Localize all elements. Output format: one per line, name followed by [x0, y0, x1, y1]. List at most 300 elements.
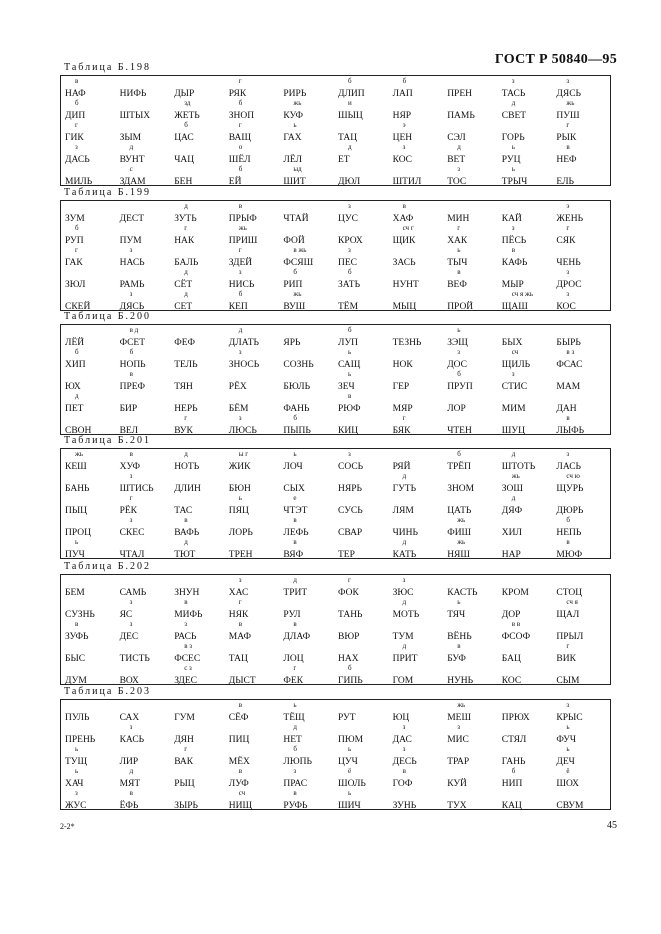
word-cell	[443, 79, 498, 100]
word-text: БЯК	[392, 426, 411, 436]
word-cell	[61, 226, 116, 247]
word-cell	[389, 248, 444, 269]
phoneme-mark: з	[238, 348, 242, 356]
word-cell	[170, 350, 225, 371]
phoneme-mark: з	[566, 290, 570, 298]
table-row	[61, 204, 610, 225]
word-cell	[389, 540, 444, 561]
word-cell	[61, 474, 116, 495]
word-cell	[170, 270, 225, 291]
word-cell	[279, 496, 334, 517]
word-text: САЩ	[338, 360, 361, 370]
word-text: НЕТ	[283, 735, 302, 745]
word-text: ШОЛЬ	[338, 779, 366, 789]
word-cell	[61, 791, 116, 812]
word-cell	[170, 496, 225, 517]
word-cell	[170, 769, 225, 790]
word-cell	[498, 350, 553, 371]
phoneme-mark: з	[511, 224, 515, 232]
phoneme-mark: з	[238, 414, 242, 422]
word-cell	[389, 769, 444, 790]
word-text: МЫЦ	[392, 302, 417, 312]
word-cell	[61, 123, 116, 144]
word-cell	[552, 578, 607, 599]
word-cell	[389, 703, 444, 724]
word-text: ДРОС	[556, 280, 582, 290]
word-text: ХАК	[447, 236, 468, 246]
word-text: РУЛ	[283, 610, 301, 620]
phoneme-mark: б	[457, 450, 461, 458]
phoneme-mark: з	[184, 620, 187, 628]
phoneme-mark: з	[457, 348, 460, 356]
word-text: РУП	[65, 236, 84, 246]
table-row	[61, 791, 610, 812]
standard-header: ГОСТ Р 50840—95	[494, 52, 617, 67]
word-cell	[225, 496, 280, 517]
word-text: БЫС	[65, 654, 86, 664]
word-text: ВЯФ	[283, 550, 304, 560]
phoneme-mark: е	[293, 494, 297, 502]
word-text: СКЕС	[119, 528, 145, 538]
word-cell	[552, 791, 607, 812]
phoneme-mark: з	[348, 450, 351, 458]
word-text: НУНЬ	[447, 676, 474, 686]
word-cell	[225, 79, 280, 100]
word-cell	[552, 769, 607, 790]
phoneme-mark: ь	[348, 745, 352, 753]
phoneme-mark: ё	[566, 767, 570, 775]
word-text: КАСТЬ	[447, 588, 478, 598]
word-text: ЗНОП	[228, 111, 255, 121]
word-cell	[61, 416, 116, 437]
word-cell	[443, 474, 498, 495]
table-row	[61, 167, 610, 188]
word-text: ШУЦ	[501, 426, 525, 436]
phoneme-mark: жь	[293, 99, 302, 107]
word-text: ЗЮС	[392, 588, 414, 598]
word-cell	[389, 747, 444, 768]
word-text: ТАЦ	[228, 654, 248, 664]
word-cell	[279, 248, 334, 269]
phoneme-mark: з	[129, 472, 133, 480]
word-text: КАСЬ	[119, 735, 145, 745]
word-text: ДЯСЬ	[119, 302, 145, 312]
word-cell	[170, 101, 225, 122]
word-text: ВУШ	[283, 302, 306, 312]
word-cell	[279, 394, 334, 415]
phoneme-mark: э	[566, 202, 570, 210]
word-text: КАФЬ	[501, 258, 528, 268]
word-text: НОК	[392, 360, 413, 370]
word-cell	[116, 292, 171, 313]
word-text: ПЮМ	[338, 735, 364, 745]
phoneme-mark: ь	[75, 745, 79, 753]
word-cell	[389, 644, 444, 665]
word-text: ДЯН	[174, 735, 194, 745]
word-cell	[170, 725, 225, 746]
word-cell	[116, 703, 171, 724]
word-cell	[116, 518, 171, 539]
table-row	[61, 747, 610, 768]
word-text: ФОК	[338, 588, 359, 598]
word-cell	[552, 644, 607, 665]
word-text: СОЗНЬ	[283, 360, 314, 370]
word-text: НУНТ	[392, 280, 419, 290]
word-text: ЩИК	[392, 236, 416, 246]
word-text: ЩУРЬ	[556, 484, 584, 494]
word-cell	[170, 666, 225, 687]
phoneme-mark: д	[511, 450, 516, 458]
phoneme-mark: г	[402, 414, 406, 422]
word-cell	[279, 372, 334, 393]
word-text: КРЫС	[556, 713, 583, 723]
word-cell	[225, 518, 280, 539]
word-text: ЛАСЬ	[556, 462, 582, 472]
word-cell	[334, 372, 389, 393]
word-text: ФИШ	[447, 528, 472, 538]
word-cell	[61, 622, 116, 643]
word-cell	[116, 328, 171, 349]
phoneme-mark: ь	[348, 370, 352, 378]
word-cell	[389, 452, 444, 473]
word-cell	[498, 452, 553, 473]
word-cell	[61, 644, 116, 665]
word-text: КАЦ	[501, 801, 522, 811]
word-text: ШТИЛ	[392, 177, 422, 187]
phoneme-mark: д	[457, 143, 461, 151]
phoneme-mark: д	[184, 450, 188, 458]
word-cell	[498, 416, 553, 437]
phoneme-mark: д	[402, 598, 407, 606]
word-text: ДОС	[447, 360, 467, 370]
word-text: СТИС	[501, 382, 528, 392]
word-text: БИР	[119, 404, 138, 414]
word-cell	[225, 372, 280, 393]
word-text: РЯЙ	[392, 462, 411, 472]
word-cell	[61, 540, 116, 561]
word-text: ГОМ	[392, 676, 414, 686]
footer-mark: 2-2*	[60, 822, 75, 831]
phoneme-mark: ь	[348, 789, 352, 797]
word-text: ТИСТЬ	[119, 654, 150, 664]
word-cell	[61, 204, 116, 225]
phoneme-mark: з	[129, 246, 133, 254]
word-text: ЧТЭТ	[283, 506, 308, 516]
word-text: ЗУТЬ	[174, 214, 197, 224]
word-text: БЁМ	[228, 404, 249, 414]
word-text: ЕЙ	[228, 177, 242, 187]
word-cell	[498, 747, 553, 768]
phoneme-mark: в	[566, 538, 570, 546]
word-text: НЯШ	[447, 550, 470, 560]
word-text: ЖЕНЬ	[556, 214, 584, 224]
word-cell	[498, 644, 553, 665]
word-cell	[116, 578, 171, 599]
word-text: НЕФ	[556, 155, 577, 165]
word-text: ГОФ	[392, 779, 413, 789]
word-text: НАХ	[338, 654, 359, 664]
word-cell	[552, 204, 607, 225]
phoneme-mark: в	[402, 202, 406, 210]
word-text: ПРЫЛ	[556, 632, 584, 642]
word-text: ПРОЙ	[447, 302, 474, 312]
word-cell	[389, 204, 444, 225]
word-cell	[334, 167, 389, 188]
word-text: КРОХ	[338, 236, 363, 246]
word-text: СТОЦ	[556, 588, 583, 598]
word-cell	[443, 101, 498, 122]
word-text: ТЕЛЬ	[174, 360, 198, 370]
word-cell	[116, 791, 171, 812]
word-table	[60, 75, 611, 186]
phoneme-mark: жь	[238, 224, 247, 232]
word-text: ТРЁП	[447, 462, 471, 472]
phoneme-mark: жь	[566, 99, 575, 107]
word-text: НЯК	[228, 610, 249, 620]
word-text: РУФЬ	[283, 801, 308, 811]
word-cell	[552, 666, 607, 687]
word-cell	[443, 540, 498, 561]
table-row	[61, 644, 610, 665]
phoneme-mark: д	[129, 767, 134, 775]
word-text: МИС	[447, 735, 469, 745]
word-cell	[552, 600, 607, 621]
word-cell	[498, 540, 553, 561]
word-cell	[498, 703, 553, 724]
word-text: ШИЧ	[338, 801, 361, 811]
phoneme-mark: жь	[457, 701, 466, 709]
phoneme-mark: жь	[293, 290, 302, 298]
phoneme-mark: з	[402, 723, 406, 731]
word-text: ЗУФЬ	[65, 632, 89, 642]
phoneme-mark: д	[293, 576, 297, 584]
phoneme-mark: з	[402, 143, 406, 151]
word-cell	[279, 123, 334, 144]
phoneme-mark: в	[129, 789, 133, 797]
word-text: ПИЦ	[228, 735, 250, 745]
word-text: МАМ	[556, 382, 581, 392]
word-cell	[334, 248, 389, 269]
table-row	[61, 350, 610, 371]
phoneme-mark: з	[293, 767, 297, 775]
word-text: ЛОРЬ	[228, 528, 253, 538]
word-cell	[552, 474, 607, 495]
word-cell	[334, 145, 389, 166]
phoneme-mark: б	[129, 348, 134, 356]
word-text: ПАМЬ	[447, 111, 475, 121]
word-cell	[552, 292, 607, 313]
word-text: ПУЧ	[65, 550, 85, 560]
word-text: ЕТ	[338, 155, 350, 165]
word-cell	[498, 666, 553, 687]
word-cell	[279, 328, 334, 349]
word-cell	[61, 292, 116, 313]
phoneme-mark: жь	[457, 516, 466, 524]
word-cell	[279, 725, 334, 746]
phoneme-mark: г	[566, 642, 570, 650]
phoneme-mark: в	[238, 767, 243, 775]
phoneme-mark: в жь	[293, 246, 307, 254]
word-cell	[334, 644, 389, 665]
word-cell	[116, 452, 171, 473]
word-text: СЁТ	[174, 280, 193, 290]
word-cell	[170, 578, 225, 599]
word-text: ХАС	[228, 588, 249, 598]
word-cell	[116, 270, 171, 291]
word-text: КЕШ	[65, 462, 87, 472]
word-cell	[552, 145, 607, 166]
word-text: НИСЬ	[228, 280, 255, 290]
phoneme-mark: б	[511, 767, 516, 775]
word-cell	[498, 123, 553, 144]
word-text: ТЯН	[174, 382, 193, 392]
word-cell	[61, 350, 116, 371]
word-cell	[116, 350, 171, 371]
word-cell	[225, 123, 280, 144]
word-cell	[225, 204, 280, 225]
word-cell	[389, 167, 444, 188]
word-cell	[334, 292, 389, 313]
phoneme-mark: д	[129, 143, 134, 151]
phoneme-mark: о	[238, 143, 243, 151]
word-text: ЦАС	[174, 133, 194, 143]
word-cell	[61, 518, 116, 539]
word-text: ЛЁЛ	[283, 155, 303, 165]
word-text: ЗЫМ	[119, 133, 142, 143]
table-caption: Таблица Б.201	[64, 435, 152, 446]
table-row	[61, 600, 610, 621]
phoneme-mark: д	[238, 326, 243, 334]
word-text: НИЩ	[228, 801, 253, 811]
word-cell	[279, 167, 334, 188]
word-cell	[170, 644, 225, 665]
word-text: РУТ	[338, 713, 356, 723]
word-cell	[443, 666, 498, 687]
word-text: ЖИК	[228, 462, 251, 472]
word-text: КИЦ	[338, 426, 359, 436]
word-text: ЯРЬ	[283, 338, 301, 348]
word-cell	[443, 204, 498, 225]
word-text: ДЮЛ	[338, 177, 361, 187]
phoneme-mark: в	[238, 701, 243, 709]
table-row	[61, 666, 610, 687]
phoneme-mark: сч ю	[566, 472, 580, 480]
word-text: ЗЫРЬ	[174, 801, 198, 811]
word-text: ЛЕФЬ	[283, 528, 309, 538]
word-text: РИП	[283, 280, 303, 290]
word-text: ЛОЦ	[283, 654, 304, 664]
word-cell	[498, 394, 553, 415]
phoneme-mark: з	[129, 723, 133, 731]
word-text: НЕПЬ	[556, 528, 582, 538]
word-text: ЧТЕН	[447, 426, 472, 436]
phoneme-mark: г	[238, 246, 242, 254]
word-cell	[334, 791, 389, 812]
table-row	[61, 622, 610, 643]
word-text: ТАС	[174, 506, 193, 516]
word-text: ШЫЦ	[338, 111, 363, 121]
word-text: ДЕСЬ	[392, 757, 417, 767]
word-cell	[552, 394, 607, 415]
phoneme-mark: з	[566, 77, 570, 85]
phoneme-mark: г	[348, 576, 351, 584]
table-row	[61, 123, 610, 144]
phoneme-mark: жь	[75, 450, 84, 458]
word-text: ЛЫФЬ	[556, 426, 585, 436]
word-cell	[443, 452, 498, 473]
word-text: МЯТ	[119, 779, 141, 789]
phoneme-mark: жь	[511, 472, 520, 480]
word-cell	[116, 226, 171, 247]
word-cell	[552, 622, 607, 643]
phoneme-mark: в	[457, 642, 461, 650]
word-text: ЗАСЬ	[392, 258, 416, 268]
word-text: НИП	[501, 779, 523, 789]
word-cell	[170, 518, 225, 539]
phoneme-mark: ь	[293, 701, 297, 709]
word-text: ЛИР	[119, 757, 139, 767]
word-cell	[225, 644, 280, 665]
word-cell	[170, 791, 225, 812]
word-text: НАК	[174, 236, 195, 246]
phoneme-mark: б	[238, 290, 243, 298]
table-row	[61, 496, 610, 517]
phoneme-mark: г	[293, 664, 297, 672]
word-text: ЗУМ	[65, 214, 85, 224]
word-cell	[279, 518, 334, 539]
word-text: ПЯЦ	[228, 506, 249, 516]
word-text: БАЦ	[501, 654, 521, 664]
word-cell	[279, 452, 334, 473]
word-text: ТЯЧ	[447, 610, 466, 620]
word-text: ФАНЬ	[283, 404, 310, 414]
word-cell	[389, 372, 444, 393]
phoneme-mark: в	[75, 77, 79, 85]
word-cell	[279, 204, 334, 225]
table-row	[61, 394, 610, 415]
word-text: МЮФ	[556, 550, 583, 560]
phoneme-mark: д	[184, 202, 188, 210]
word-text: НАФ	[65, 89, 86, 99]
phoneme-mark: в	[238, 620, 243, 628]
phoneme-mark: б	[293, 268, 297, 276]
word-cell	[389, 328, 444, 349]
phoneme-mark: в	[457, 268, 461, 276]
word-text: КАЙ	[501, 214, 522, 224]
word-table	[60, 200, 611, 311]
word-text: ТЁМ	[338, 302, 359, 312]
word-text: ШТИСЬ	[119, 484, 154, 494]
phoneme-mark: ь	[75, 538, 79, 546]
word-text: ХАФ	[392, 214, 414, 224]
word-table	[60, 574, 611, 685]
word-text: ФЕК	[283, 676, 304, 686]
word-cell	[334, 578, 389, 599]
word-text: ВЕФ	[447, 280, 467, 290]
phoneme-mark: д	[293, 723, 297, 731]
word-text: ХИЛ	[501, 528, 522, 538]
word-cell	[279, 416, 334, 437]
word-text: СЭЛ	[447, 133, 466, 143]
word-cell	[225, 248, 280, 269]
phoneme-mark: сч я	[566, 598, 578, 606]
table-row	[61, 292, 610, 313]
table-row	[61, 79, 610, 100]
word-cell	[552, 270, 607, 291]
word-text: БУФ	[447, 654, 466, 664]
word-cell	[334, 518, 389, 539]
phoneme-mark: б	[566, 516, 570, 524]
